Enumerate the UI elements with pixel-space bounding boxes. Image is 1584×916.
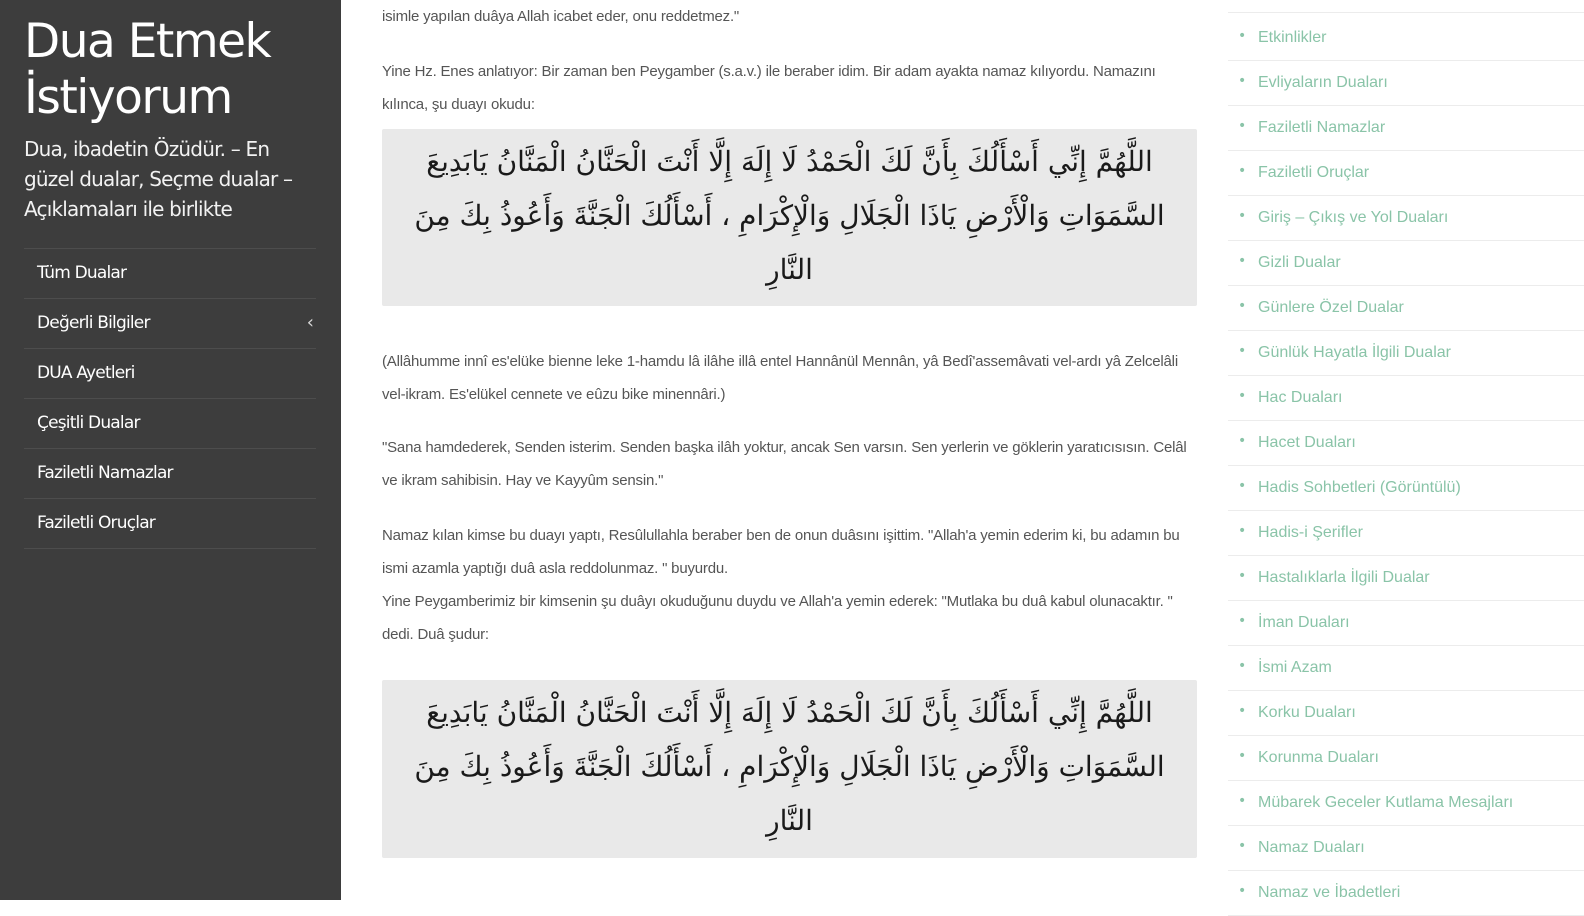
arabic-dua-image: اللَّهُمَّ إِنِّي أَسْأَلُكَ بِأَنَّ لَكَ الْحَمْدُ لَا إِلَهَ إِلَّا أَنْتَ الْحَنَّانُ الْمَنَّانُ يَابَدِيعَ السَّمَوَاتِ وَالْأَرْضِ يَاذَا الْجَلَالِ وَالْإِكْرَامِ ، أَسْأَلُكَ الْجَنَّةَ وَأَعُوذُ بِكَ مِنَ النَّارِ: [382, 680, 1197, 858]
nav-item-degerli-bilgiler[interactable]: [24, 299, 316, 349]
bullet-icon: •: [1238, 388, 1247, 404]
category-item[interactable]: [1228, 691, 1584, 736]
category-item[interactable]: [1228, 241, 1584, 286]
main-nav: [24, 248, 316, 549]
nav-item-cesitli-dualar[interactable]: [24, 399, 316, 449]
bullet-icon: •: [1238, 478, 1247, 494]
category-link[interactable]: Evliyaların Duaları: [1258, 74, 1388, 91]
category-item[interactable]: [1228, 376, 1584, 421]
site-title-line1[interactable]: Dua Etmek: [24, 14, 271, 69]
category-item[interactable]: [1228, 106, 1584, 151]
category-item[interactable]: [1228, 736, 1584, 781]
divider: [1228, 12, 1584, 13]
article-paragraph: "Sana hamdederek, Senden isterim. Senden başka ilâh yoktur, ancak Sen varsın. Sen yerlerin ve göklerin yaratıcısısın. Celâl ve ikram sahibisin. Hay ve Kayyûm sensin.": [382, 439, 1187, 489]
category-item[interactable]: [1228, 871, 1584, 916]
category-item[interactable]: [1228, 646, 1584, 691]
category-link[interactable]: Etkinlikler: [1258, 29, 1327, 46]
bullet-icon: •: [1238, 658, 1247, 674]
nav-item-faziletli-oruclar[interactable]: [24, 499, 316, 549]
category-link[interactable]: İsmi Azam: [1258, 659, 1332, 676]
bullet-icon: •: [1238, 838, 1247, 854]
bullet-icon: •: [1238, 793, 1247, 809]
category-link[interactable]: Korunma Duaları: [1258, 749, 1379, 766]
bullet-icon: •: [1238, 523, 1247, 539]
nav-item-label[interactable]: Değerli Bilgiler: [37, 313, 150, 333]
category-link[interactable]: Korku Duaları: [1258, 704, 1356, 721]
category-item[interactable]: [1228, 601, 1584, 646]
bullet-icon: •: [1238, 253, 1247, 269]
bullet-icon: •: [1238, 613, 1247, 629]
category-link[interactable]: Hastalıklarla İlgili Dualar: [1258, 569, 1430, 586]
nav-item-label[interactable]: Tüm Dualar: [37, 263, 127, 283]
bullet-icon: •: [1238, 298, 1247, 314]
category-link[interactable]: Mübarek Geceler Kutlama Mesajları: [1258, 794, 1514, 811]
category-link[interactable]: Hadis-i Şerifler: [1258, 524, 1363, 541]
category-link[interactable]: Hacet Duaları: [1258, 434, 1356, 451]
bullet-icon: •: [1238, 568, 1247, 584]
category-link[interactable]: Günlük Hayatla İlgili Dualar: [1258, 344, 1451, 361]
category-item[interactable]: [1228, 196, 1584, 241]
nav-item-dua-ayetleri[interactable]: [24, 349, 316, 399]
category-link[interactable]: Hadis Sohbetleri (Görüntülü): [1258, 479, 1461, 496]
category-item[interactable]: [1228, 286, 1584, 331]
category-link[interactable]: İman Duaları: [1258, 614, 1350, 631]
article-paragraph: Yine Hz. Enes anlatıyor: Bir zaman ben Peygamber (s.a.v.) ile beraber idim. Bir adam ayakta namaz kılıyordu. Namazını kılınca, şu duayı okudu:: [382, 63, 1156, 113]
bullet-icon: •: [1238, 28, 1247, 44]
site-title[interactable]: [24, 14, 270, 126]
nav-item-label[interactable]: Çeşitli Dualar: [37, 413, 140, 433]
category-item[interactable]: [1228, 421, 1584, 466]
category-item[interactable]: [1228, 151, 1584, 196]
site-description: Dua, ibadetin Özüdür. – En güzel dualar, Seçme dualar – Açıklamaları ile birlikte: [24, 137, 293, 221]
nav-item-tum-dualar[interactable]: [24, 249, 316, 299]
category-item[interactable]: [1228, 466, 1584, 511]
bullet-icon: •: [1238, 748, 1247, 764]
nav-item-label[interactable]: DUA Ayetleri: [37, 363, 135, 383]
category-link[interactable]: Faziletli Oruçlar: [1258, 164, 1370, 181]
category-item[interactable]: [1228, 61, 1584, 106]
bullet-icon: •: [1238, 343, 1247, 359]
article-paragraph: Yine Peygamberimiz bir kimsenin şu duâyı okuduğunu duydu ve Allah'a yemin ederek: "Mutlaka bu duâ kabul olunacaktır. " dedi. Duâ şudur:: [382, 593, 1173, 643]
bullet-icon: •: [1238, 118, 1247, 134]
category-link[interactable]: Namaz ve İbadetleri: [1258, 884, 1401, 901]
bullet-icon: •: [1238, 433, 1247, 449]
article-paragraph: isimle yapılan duâya Allah icabet eder, onu reddetmez.": [382, 8, 740, 25]
bullet-icon: •: [1238, 208, 1247, 224]
nav-item-label[interactable]: Faziletli Oruçlar: [37, 513, 156, 533]
nav-item-label[interactable]: Faziletli Namazlar: [37, 463, 173, 483]
category-link[interactable]: Namaz Duaları: [1258, 839, 1365, 856]
category-link[interactable]: Gizli Dualar: [1258, 254, 1341, 271]
chevron-left-icon[interactable]: ‹: [306, 312, 314, 333]
category-link[interactable]: Faziletli Namazlar: [1258, 119, 1386, 136]
bullet-icon: •: [1238, 703, 1247, 719]
bullet-icon: •: [1238, 73, 1247, 89]
category-item[interactable]: [1228, 331, 1584, 376]
category-item[interactable]: [1228, 781, 1584, 826]
category-link[interactable]: Giriş – Çıkış ve Yol Duaları: [1258, 209, 1449, 226]
category-link[interactable]: Hac Duaları: [1258, 389, 1343, 406]
arabic-dua-image: اللَّهُمَّ إِنِّي أَسْأَلُكَ بِأَنَّ لَكَ الْحَمْدُ لَا إِلَهَ إِلَّا أَنْتَ الْحَنَّانُ الْمَنَّانُ يَابَدِيعَ السَّمَوَاتِ وَالْأَرْضِ يَاذَا الْجَلَالِ وَالْإِكْرَامِ ، أَسْأَلُكَ الْجَنَّةَ وَأَعُوذُ بِكَ مِنَ النَّارِ: [382, 129, 1197, 306]
article-paragraph: (Allâhumme innî es'elüke bienne leke 1-hamdu lâ ilâhe illâ entel Hannânül Mennân, yâ Bedî'assemâvati vel-ardı yâ Zelcelâli vel-ikram. Es'elükel cennete ve eûzu bike minennâri.): [382, 353, 1178, 403]
category-list: [1228, 16, 1584, 916]
site-title-line2[interactable]: İstiyorum: [24, 70, 232, 125]
site-sidebar: [0, 0, 341, 900]
category-link[interactable]: Günlere Özel Dualar: [1258, 299, 1404, 316]
nav-item-faziletli-namazlar[interactable]: [24, 449, 316, 499]
category-item[interactable]: [1228, 556, 1584, 601]
bullet-icon: •: [1238, 883, 1247, 899]
category-item[interactable]: [1228, 511, 1584, 556]
bullet-icon: •: [1238, 163, 1247, 179]
category-item[interactable]: [1228, 826, 1584, 871]
article-paragraph: Namaz kılan kimse bu duayı yaptı, Resûlullahla beraber ben de onun duâsını işittim. "Allah'a yemin ederim ki, bu adamın bu ismi azamla yaptığı duâ asla reddolunmaz. " buyurdu.: [382, 527, 1180, 577]
category-item[interactable]: [1228, 16, 1584, 61]
